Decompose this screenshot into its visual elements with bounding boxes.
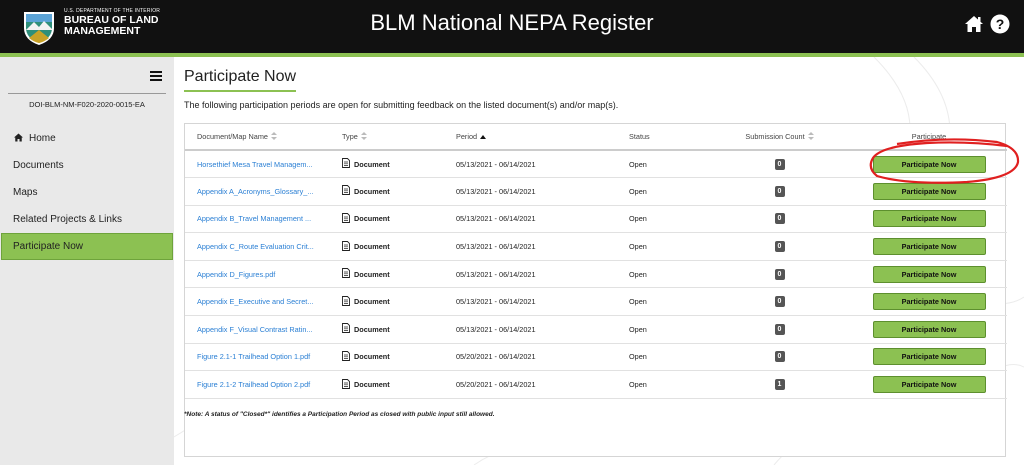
home-icon xyxy=(13,133,24,145)
submission-count-badge: 0 xyxy=(775,269,785,280)
participate-cell xyxy=(851,343,1007,371)
sort-icon[interactable] xyxy=(271,132,277,141)
submission-count-badge: 0 xyxy=(775,241,785,252)
submission-count-badge: 0 xyxy=(775,159,785,170)
document-icon xyxy=(342,379,350,391)
period-cell: 05/13/2021 - 06/14/2021 xyxy=(444,205,617,233)
table-row xyxy=(185,371,1007,399)
document-name-cell xyxy=(185,343,330,371)
column-header-status: Status xyxy=(617,124,708,150)
submission-count-cell xyxy=(708,316,851,344)
status-cell: Open xyxy=(617,316,708,344)
sidebar-item-label: Participate Now xyxy=(13,241,84,252)
table-row xyxy=(185,205,1007,233)
main-content xyxy=(174,57,1024,465)
table-row xyxy=(185,233,1007,261)
document-icon xyxy=(342,323,350,335)
submission-count-cell xyxy=(708,260,851,288)
document-link[interactable]: Appendix D_Figures.pdf xyxy=(197,269,276,279)
document-link[interactable]: Appendix F_Visual Contrast Ratin... xyxy=(197,324,313,334)
sidebar-item-label: Maps xyxy=(13,187,38,198)
sort-icon[interactable] xyxy=(361,132,367,141)
status-note: *Note: A status of "Closed*" identifies a Participation Period as closed with public input still allowed. xyxy=(184,411,495,418)
type-label: Document xyxy=(354,352,390,362)
document-link[interactable]: Appendix B_Travel Management ... xyxy=(197,214,312,224)
sidebar-item-home[interactable] xyxy=(0,125,174,152)
document-icon xyxy=(342,213,350,225)
submission-count-cell xyxy=(708,371,851,399)
type-cell xyxy=(330,371,444,399)
project-id: DOI-BLM-NM-F020-2020-0015-EA xyxy=(8,93,166,109)
period-cell: 05/13/2021 - 06/14/2021 xyxy=(444,316,617,344)
type-cell xyxy=(330,288,444,316)
document-icon xyxy=(342,296,350,308)
period-cell: 05/13/2021 - 06/14/2021 xyxy=(444,150,617,178)
document-icon xyxy=(342,158,350,170)
sidebar-item-label: Documents xyxy=(13,160,64,171)
red-annotation-circle xyxy=(867,138,1023,186)
type-label: Document xyxy=(354,242,390,252)
status-cell: Open xyxy=(617,260,708,288)
table-row xyxy=(185,316,1007,344)
participate-cell xyxy=(851,371,1007,399)
submission-count-cell xyxy=(708,150,851,178)
document-name-cell xyxy=(185,288,330,316)
status-cell: Open xyxy=(617,150,708,178)
participate-now-button[interactable]: Participate Now xyxy=(873,321,986,338)
document-icon xyxy=(342,351,350,363)
agency-name-line2: MANAGEMENT xyxy=(64,25,141,37)
submission-count-cell xyxy=(708,343,851,371)
participate-cell xyxy=(851,233,1007,261)
period-cell: 05/13/2021 - 06/14/2021 xyxy=(444,178,617,206)
period-cell: 05/20/2021 - 06/14/2021 xyxy=(444,371,617,399)
participate-now-button[interactable]: Participate Now xyxy=(873,183,986,200)
status-cell: Open xyxy=(617,178,708,206)
submission-count-badge: 0 xyxy=(775,186,785,197)
type-label: Document xyxy=(354,297,390,307)
participate-now-button[interactable]: Participate Now xyxy=(873,376,986,393)
page-title: Participate Now xyxy=(184,68,296,92)
sidebar-item-maps[interactable] xyxy=(0,179,174,206)
document-name-cell xyxy=(185,205,330,233)
submission-count-cell xyxy=(708,233,851,261)
document-icon xyxy=(342,185,350,197)
column-header-submission-count[interactable]: Submission Count xyxy=(708,124,851,150)
site-title: BLM National NEPA Register xyxy=(370,10,654,35)
participate-cell xyxy=(851,316,1007,344)
type-cell xyxy=(330,178,444,206)
type-label: Document xyxy=(354,214,390,224)
sidebar-nav xyxy=(0,125,174,260)
sidebar-item-related-projects[interactable] xyxy=(0,206,174,233)
submission-count-badge: 0 xyxy=(775,324,785,335)
period-cell: 05/13/2021 - 06/14/2021 xyxy=(444,288,617,316)
sidebar xyxy=(0,57,174,465)
type-cell xyxy=(330,205,444,233)
participate-now-button[interactable]: Participate Now xyxy=(873,156,986,173)
sort-ascending-icon[interactable] xyxy=(480,135,486,139)
intro-text: The following participation periods are open for submitting feedback on the listed document(s) and/or map(s). xyxy=(184,100,619,110)
participate-cell xyxy=(851,288,1007,316)
sidebar-item-label: Home xyxy=(29,133,56,144)
document-icon xyxy=(342,241,350,253)
type-label: Document xyxy=(354,324,390,334)
type-cell xyxy=(330,260,444,288)
document-link[interactable]: Figure 2.1-1 Trailhead Option 1.pdf xyxy=(197,352,311,362)
svg-text:?: ? xyxy=(995,16,1005,32)
submission-count-badge: 0 xyxy=(775,213,785,224)
submission-count-cell xyxy=(708,205,851,233)
help-icon[interactable] xyxy=(990,14,1010,34)
type-cell xyxy=(330,316,444,344)
sidebar-item-documents[interactable] xyxy=(0,152,174,179)
document-name-cell xyxy=(185,178,330,206)
document-link[interactable]: Figure 2.1-2 Trailhead Option 2.pdf xyxy=(197,380,311,390)
column-header-type[interactable]: Type xyxy=(330,124,444,150)
sort-icon[interactable] xyxy=(808,132,814,141)
table-row xyxy=(185,260,1007,288)
document-name-cell xyxy=(185,233,330,261)
document-name-cell xyxy=(185,371,330,399)
participate-cell xyxy=(851,260,1007,288)
type-cell xyxy=(330,150,444,178)
document-name-cell xyxy=(185,150,330,178)
participate-cell xyxy=(851,205,1007,233)
top-header xyxy=(0,0,1024,53)
column-header-name[interactable]: Document/Map Name xyxy=(185,124,330,150)
participate-now-button[interactable]: Participate Now xyxy=(873,348,986,365)
document-name-cell xyxy=(185,316,330,344)
type-label: Document xyxy=(354,269,390,279)
document-link[interactable]: Horsethief Mesa Travel Managem... xyxy=(197,159,313,169)
period-cell: 05/13/2021 - 06/14/2021 xyxy=(444,233,617,261)
hamburger-menu-icon[interactable] xyxy=(150,71,162,81)
type-cell xyxy=(330,233,444,261)
status-cell: Open xyxy=(617,205,708,233)
status-cell: Open xyxy=(617,343,708,371)
period-cell: 05/13/2021 - 06/14/2021 xyxy=(444,260,617,288)
participate-now-button[interactable]: Participate Now xyxy=(873,266,986,283)
status-cell: Open xyxy=(617,233,708,261)
participate-now-button[interactable]: Participate Now xyxy=(873,238,986,255)
type-label: Document xyxy=(354,380,390,390)
document-link[interactable]: Appendix C_Route Evaluation Crit... xyxy=(197,242,314,252)
sidebar-item-label: Related Projects & Links xyxy=(13,214,122,225)
status-cell: Open xyxy=(617,288,708,316)
submission-count-badge: 1 xyxy=(775,379,785,390)
column-header-participate: Participate xyxy=(851,124,1007,150)
document-link[interactable]: Appendix A_Acronyms_Glossary_... xyxy=(197,186,314,196)
home-icon[interactable] xyxy=(964,15,984,33)
type-label: Document xyxy=(354,186,390,196)
period-cell: 05/20/2021 - 06/14/2021 xyxy=(444,343,617,371)
submission-count-badge: 0 xyxy=(775,296,785,307)
submission-count-badge: 0 xyxy=(775,351,785,362)
participate-now-button[interactable]: Participate Now xyxy=(873,293,986,310)
document-name-cell xyxy=(185,260,330,288)
type-label: Document xyxy=(354,159,390,169)
column-header-period[interactable]: Period xyxy=(444,124,617,150)
agency-small-text: U.S. DEPARTMENT OF THE INTERIOR xyxy=(64,8,161,14)
document-icon xyxy=(342,268,350,280)
status-cell: Open xyxy=(617,371,708,399)
table-row xyxy=(185,343,1007,371)
agency-name-line1: BUREAU OF LAND xyxy=(64,14,159,26)
document-link[interactable]: Appendix E_Executive and Secret... xyxy=(197,297,314,307)
type-cell xyxy=(330,343,444,371)
submission-count-cell xyxy=(708,288,851,316)
submission-count-cell xyxy=(708,178,851,206)
participate-now-button[interactable]: Participate Now xyxy=(873,210,986,227)
table-row xyxy=(185,288,1007,316)
sidebar-item-participate-now[interactable] xyxy=(1,233,173,260)
